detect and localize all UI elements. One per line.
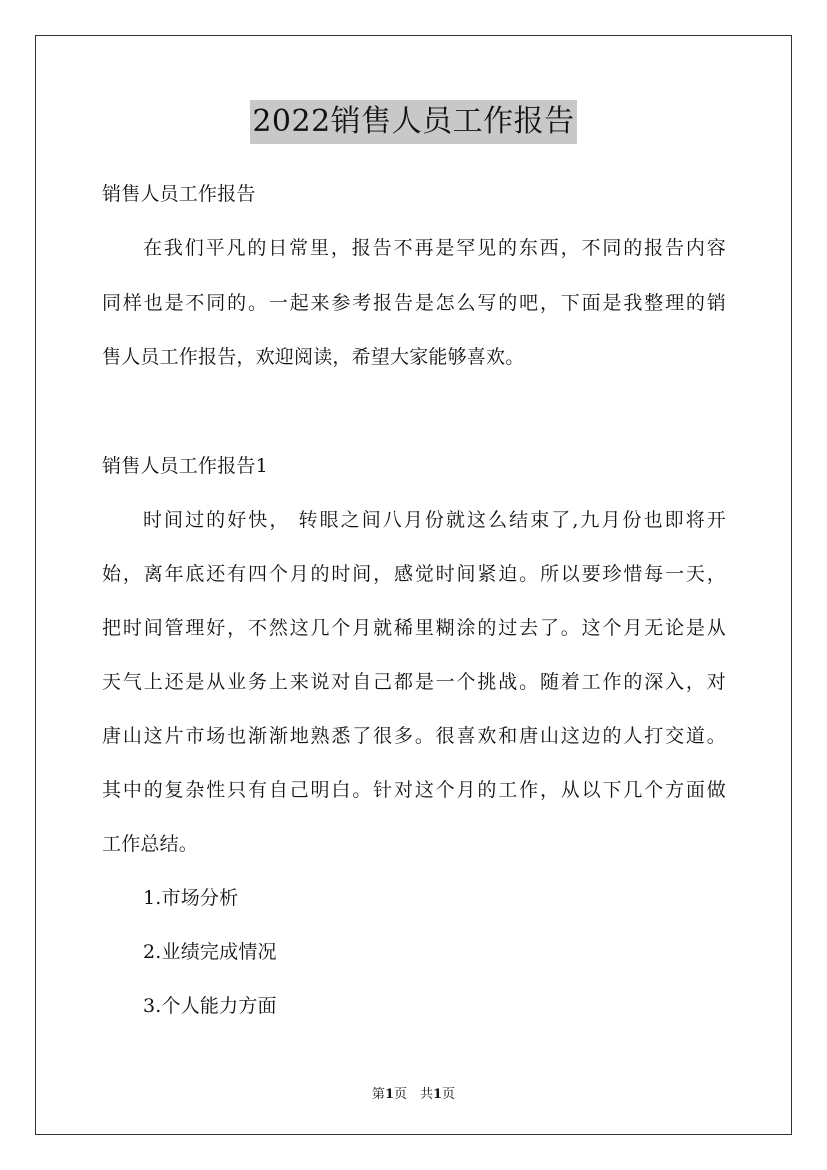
list-item: 1.市场分析 (143, 887, 239, 909)
section-line: 天气上还是从业务上来说对自己都是一个挑战。随着工作的深入，对 (102, 671, 726, 693)
intro-line: 同样也是不同的。一起来参考报告是怎么写的吧，下面是我整理的销 (102, 292, 726, 314)
section-line: 时间过的好快， 转眼之间八月份就这么结束了,九月份也即将开 (143, 509, 726, 531)
list-item: 3.个人能力方面 (143, 995, 277, 1017)
title-container (0, 100, 827, 144)
footer-total-pages: 1 (433, 1087, 443, 1102)
footer-page-number: 1 (384, 1087, 394, 1102)
footer-suffix: 页 (442, 1087, 456, 1102)
intro-line: 售人员工作报告，欢迎阅读，希望大家能够喜欢。 (102, 346, 525, 368)
list-item: 2.业绩完成情况 (143, 941, 277, 963)
page-footer (0, 1083, 827, 1102)
section-line: 始，离年底还有四个月的时间，感觉时间紧迫。所以要珍惜每一天， (102, 563, 726, 585)
footer-mid: 页 共 (393, 1087, 433, 1102)
document-title: 2022销售人员工作报告 (250, 100, 576, 144)
section-line: 把时间管理好，不然这几个月就稀里糊涂的过去了。这个月无论是从 (102, 617, 726, 639)
section-line: 工作总结。 (102, 833, 199, 855)
subtitle: 销售人员工作报告 (102, 183, 256, 205)
intro-line: 在我们平凡的日常里，报告不再是罕见的东西，不同的报告内容 (143, 237, 726, 259)
footer-prefix: 第 (371, 1087, 385, 1102)
section-line: 其中的复杂性只有自己明白。针对这个月的工作，从以下几个方面做 (102, 779, 726, 801)
section-line: 唐山这片市场也渐渐地熟悉了很多。很喜欢和唐山这边的人打交道。 (102, 725, 726, 747)
section-heading: 销售人员工作报告1 (102, 455, 268, 477)
